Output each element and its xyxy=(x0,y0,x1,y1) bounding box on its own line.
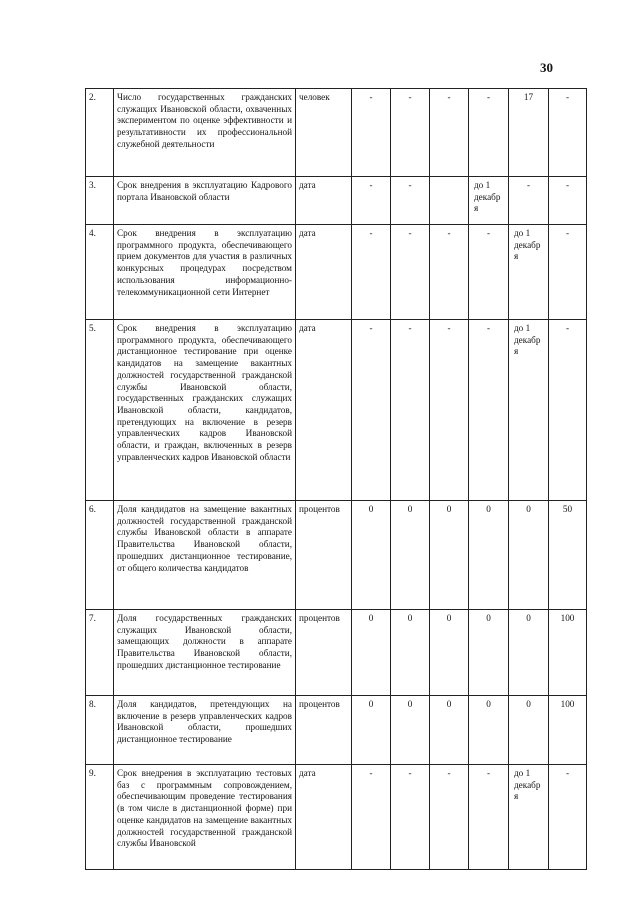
unit-cell: процентов xyxy=(296,610,352,696)
row-number: 7. xyxy=(86,610,114,696)
value-cell: 100 xyxy=(549,610,587,696)
value-cell xyxy=(430,177,469,225)
unit-cell: дата xyxy=(296,225,352,320)
value-cell: - xyxy=(430,89,469,177)
value-cell: 0 xyxy=(509,610,549,696)
table-row xyxy=(86,89,587,177)
indicators-table xyxy=(85,88,587,870)
value-cell: 0 xyxy=(430,696,469,765)
value-cell: - xyxy=(469,765,509,870)
table-row xyxy=(86,501,587,610)
value-cell: 0 xyxy=(352,610,391,696)
unit-cell: процентов xyxy=(296,501,352,610)
indicator-name: Срок внедрения в эксплуатацию программного продукта, обеспечивающего прием документов для участия в различных конкурсных процедурах посредством использования информационно-телекоммуникационной сети Интернет xyxy=(114,225,296,320)
value-cell: - xyxy=(430,225,469,320)
value-cell: - xyxy=(549,320,587,501)
value-cell: - xyxy=(509,177,549,225)
value-cell: до 1 декабр я xyxy=(509,320,549,501)
value-cell: - xyxy=(469,320,509,501)
value-cell: - xyxy=(352,765,391,870)
unit-cell: дата xyxy=(296,765,352,870)
table-row xyxy=(86,610,587,696)
value-cell: - xyxy=(549,225,587,320)
value-cell: - xyxy=(391,225,430,320)
value-cell: 0 xyxy=(509,696,549,765)
value-cell: до 1 декабр я xyxy=(509,765,549,870)
row-number: 9. xyxy=(86,765,114,870)
indicator-name: Число государственных гражданских служащих Ивановской области, охваченных экспериментом по оценке эффективности и результативности их профессиональной служебной деятельности xyxy=(114,89,296,177)
value-cell: - xyxy=(430,320,469,501)
value-cell: - xyxy=(469,225,509,320)
indicator-name: Доля государственных гражданских служащих Ивановской области, замещающих должности в аппарате Правительства Ивановской области, прошедших дистанционное тестирование xyxy=(114,610,296,696)
table-row xyxy=(86,696,587,765)
unit-cell: человек xyxy=(296,89,352,177)
value-cell: - xyxy=(352,177,391,225)
value-cell: - xyxy=(549,177,587,225)
row-number: 8. xyxy=(86,696,114,765)
indicator-name: Доля кандидатов на замещение вакантных должностей государственной гражданской службы Ивановской области в аппарате Правительства Ивановской области, прошедших дистанционное тестирование, от общего количества кандидатов xyxy=(114,501,296,610)
value-cell: - xyxy=(391,320,430,501)
table-row xyxy=(86,320,587,501)
unit-cell: дата xyxy=(296,177,352,225)
value-cell: 100 xyxy=(549,696,587,765)
value-cell: 0 xyxy=(391,501,430,610)
value-cell: 0 xyxy=(469,501,509,610)
row-number: 2. xyxy=(86,89,114,177)
indicator-name: Срок внедрения в эксплуатацию программного продукта, обеспечивающего дистанционное тестирование при оценке кандидатов на замещение вакантных должностей государственной гражданской службы Ивановской области, государственных гражданских служащих Ивановской области, кандидатов, претендующих на включение в резерв управленческих кадров Ивановской области, и граждан, включенных в резерв управленческих кадров Ивановской области xyxy=(114,320,296,501)
value-cell: - xyxy=(549,89,587,177)
value-cell: до 1 декабр я xyxy=(469,177,509,225)
value-cell: до 1 декабр я xyxy=(509,225,549,320)
value-cell: - xyxy=(430,765,469,870)
value-cell: - xyxy=(391,177,430,225)
value-cell: 0 xyxy=(352,501,391,610)
value-cell: - xyxy=(391,89,430,177)
value-cell: - xyxy=(352,320,391,501)
indicator-name: Доля кандидатов, претендующих на включение в резерв управленческих кадров Ивановской области, прошедших дистанционное тестирование xyxy=(114,696,296,765)
value-cell: 0 xyxy=(391,696,430,765)
row-number: 3. xyxy=(86,177,114,225)
value-cell: 0 xyxy=(469,696,509,765)
value-cell: 0 xyxy=(430,501,469,610)
value-cell: - xyxy=(469,89,509,177)
value-cell: 0 xyxy=(509,501,549,610)
value-cell: - xyxy=(549,765,587,870)
indicator-name: Срок внедрения в эксплуатацию тестовых баз с программным сопровождением, обеспечивающим проведение тестирования (в том числе в дистанционной форме) при оценке кандидатов на замещение вакантных должностей государственной гражданской службы Ивановской xyxy=(114,765,296,870)
value-cell: - xyxy=(391,765,430,870)
unit-cell: процентов xyxy=(296,696,352,765)
row-number: 4. xyxy=(86,225,114,320)
value-cell: - xyxy=(352,225,391,320)
table-row xyxy=(86,177,587,225)
value-cell: 0 xyxy=(352,696,391,765)
table-row xyxy=(86,225,587,320)
value-cell: 0 xyxy=(391,610,430,696)
row-number: 5. xyxy=(86,320,114,501)
indicator-name: Срок внедрения в эксплуатацию Кадрового портала Ивановской области xyxy=(114,177,296,225)
row-number: 6. xyxy=(86,501,114,610)
value-cell: 0 xyxy=(469,610,509,696)
table-row xyxy=(86,765,587,870)
value-cell: - xyxy=(352,89,391,177)
value-cell: 17 xyxy=(509,89,549,177)
value-cell: 50 xyxy=(549,501,587,610)
value-cell: 0 xyxy=(430,610,469,696)
unit-cell: дата xyxy=(296,320,352,501)
page-number: 30 xyxy=(540,60,553,75)
